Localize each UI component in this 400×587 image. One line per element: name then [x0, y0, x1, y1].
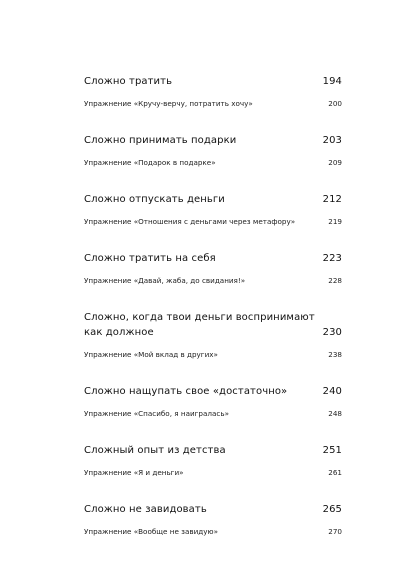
exercise-title: Упражнение «Мой вклад в других»	[84, 350, 218, 359]
exercise-page-number: 270	[328, 527, 342, 536]
chapter-title: Сложно отпускать деньги	[84, 194, 225, 205]
exercise-title: Упражнение «Подарок в подарке»	[84, 158, 216, 167]
exercise-page-number: 219	[328, 217, 342, 226]
chapter-page-number: 203	[322, 135, 342, 146]
toc-entry	[84, 443, 342, 478]
chapter-row	[84, 192, 342, 207]
chapter-row	[84, 384, 342, 399]
exercise-row	[84, 98, 342, 109]
exercise-title: Упражнение «Я и деньги»	[84, 468, 184, 477]
toc-entry	[84, 133, 342, 168]
exercise-page-number: 200	[328, 99, 342, 108]
chapter-title: Сложно, когда твои деньги воспринимают как должное	[84, 312, 315, 338]
toc-entry	[84, 384, 342, 419]
toc-entry	[84, 74, 342, 109]
chapter-title: Сложный опыт из детства	[84, 445, 226, 456]
exercise-page-number: 209	[328, 158, 342, 167]
exercise-title: Упражнение «Давай, жаба, до свидания!»	[84, 276, 246, 285]
chapter-row	[84, 310, 342, 340]
chapter-title: Сложно не завидовать	[84, 504, 207, 515]
toc-entry	[84, 310, 342, 360]
chapter-page-number: 251	[322, 445, 342, 456]
toc-entry	[84, 192, 342, 227]
chapter-title: Сложно тратить на себя	[84, 253, 216, 264]
exercise-page-number: 248	[328, 409, 342, 418]
toc-entry	[84, 502, 342, 537]
chapter-row	[84, 502, 342, 517]
chapter-title: Сложно принимать подарки	[84, 135, 237, 146]
exercise-row	[84, 216, 342, 227]
exercise-title: Упражнение «Вообще не завидую»	[84, 527, 218, 536]
exercise-row	[84, 349, 342, 360]
chapter-title: Сложно тратить	[84, 76, 173, 87]
exercise-page-number: 261	[328, 468, 342, 477]
chapter-page-number: 223	[322, 253, 342, 264]
exercise-page-number: 228	[328, 276, 342, 285]
chapter-row	[84, 443, 342, 458]
exercise-row	[84, 526, 342, 537]
exercise-row	[84, 275, 342, 286]
exercise-row	[84, 467, 342, 478]
chapter-row	[84, 133, 342, 148]
exercise-title: Упражнение «Кручу-верчу, потратить хочу»	[84, 99, 253, 108]
table-of-contents	[84, 74, 342, 561]
chapter-row	[84, 74, 342, 89]
exercise-title: Упражнение «Спасибо, я наигралась»	[84, 409, 229, 418]
chapter-page-number: 230	[322, 327, 342, 338]
chapter-page-number: 265	[322, 504, 342, 515]
chapter-page-number: 212	[322, 194, 342, 205]
chapter-page-number: 194	[322, 76, 342, 87]
exercise-title: Упражнение «Отношения с деньгами через метафору»	[84, 217, 296, 226]
chapter-page-number: 240	[322, 386, 342, 397]
chapter-title: Сложно нащупать свое «достаточно»	[84, 386, 288, 397]
toc-entry	[84, 251, 342, 286]
chapter-row	[84, 251, 342, 266]
exercise-row	[84, 408, 342, 419]
exercise-page-number: 238	[328, 350, 342, 359]
exercise-row	[84, 157, 342, 168]
